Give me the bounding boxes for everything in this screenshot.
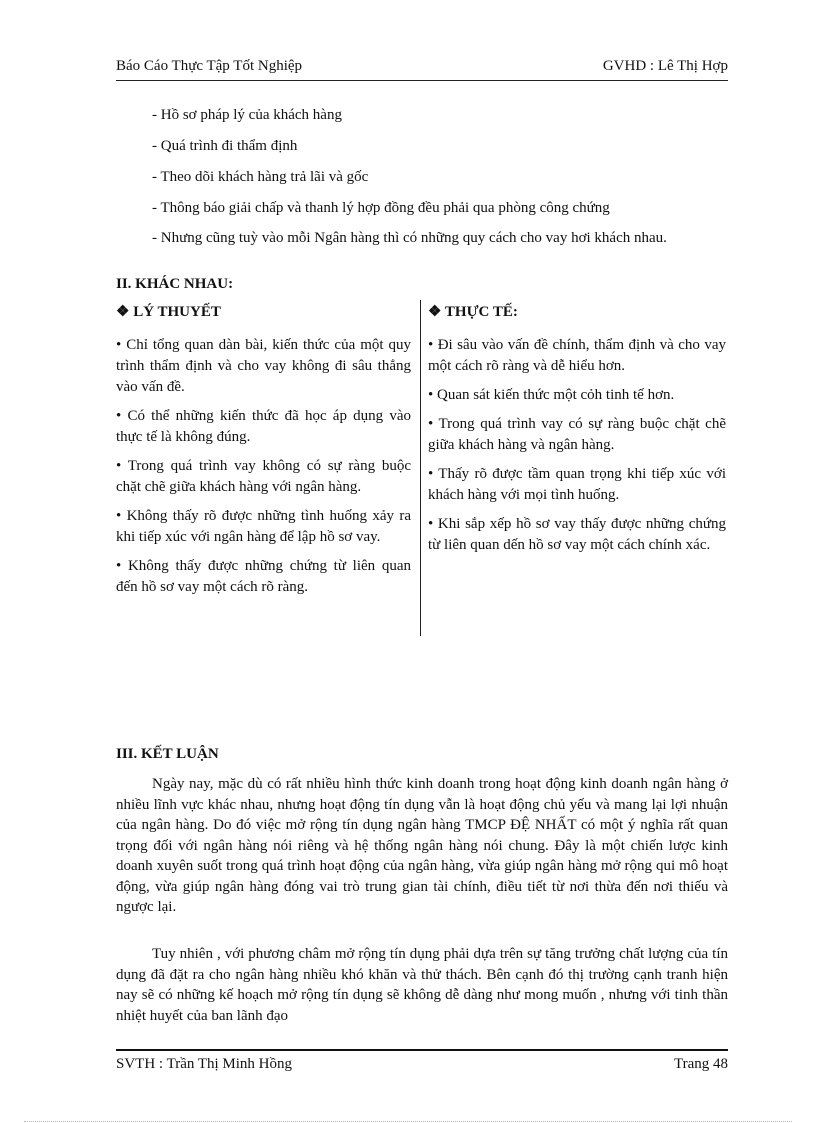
list-item: • Đi sâu vào vấn đề chính, thẩm định và cho vay một cách rõ ràng và dễ hiểu hơn.	[428, 337, 726, 374]
column-divider	[420, 300, 421, 636]
list-item: • Quan sát kiến thức một cỏh tinh tế hơn.	[428, 387, 675, 403]
section-title-conclusion: III. KẾT LUẬN	[116, 746, 219, 762]
conclusion-paragraph-2: Tuy nhiên , với phương châm mở rộng tín dụng phải dựa trên sự tăng trưởng chất lượng của tín dụng đã đặt ra cho ngân hàng nhiều khó khăn và thử thách. Bên cạnh đó thị trường cạnh tranh hiện nay sẽ có những kế hoạch mở rộng tín dụng sẽ không dễ dàng như mong muốn , nhưng với tinh thần nhiệt huyết của ban lãnh đạo	[116, 946, 728, 1024]
column-heading-practice: ❖ THỰC TẾ:	[428, 304, 518, 320]
column-practice	[428, 302, 726, 564]
list-item: • Không thấy rõ được những tình huống xảy ra khi tiếp xúc với ngân hàng để lập hồ sơ vay.	[116, 508, 411, 545]
page-number: Trang 48	[673, 1056, 728, 1072]
dash-list	[152, 104, 732, 228]
list-item: • Trong quá trình vay không có sự ràng buộc chặt chẽ giữa khách hàng với ngân hàng.	[116, 458, 411, 495]
list-item: - Thông báo giải chấp và thanh lý hợp đồng đều phải qua phòng công chứng	[152, 200, 610, 216]
footer-student: SVTH : Trần Thị Minh Hồng	[116, 1056, 293, 1072]
list-item: - Theo dõi khách hàng trả lãi và gốc	[152, 169, 369, 185]
list-item: • Khi sắp xếp hồ sơ vay thấy được những chứng từ liên quan dến hồ sơ vay một cách chính xác.	[428, 516, 726, 553]
list-item: • Có thể những kiến thức đã học áp dụng vào thực tế là không đúng.	[116, 408, 411, 445]
column-theory	[116, 302, 411, 606]
list-item: - Quá trình đi thẩm định	[152, 138, 298, 154]
list-item: • Không thấy được những chứng từ liên quan đến hồ sơ vay một cách rõ ràng.	[116, 558, 411, 595]
page-footer	[116, 1056, 728, 1078]
page-header	[116, 58, 728, 81]
list-item: - Hồ sơ pháp lý của khách hàng	[152, 107, 342, 123]
list-item: • Chỉ tổng quan dàn bài, kiến thức của một quy trình thẩm định và cho vay không đi sâu thẳng vào vấn đề.	[116, 337, 411, 395]
list-item: • Trong quá trình vay có sự ràng buộc chặt chẽ giữa khách hàng và ngân hàng.	[428, 416, 726, 453]
section-title-differences: II. KHÁC NHAU:	[116, 276, 234, 292]
conclusion-paragraph-1: Ngày nay, mặc dù có rất nhiều hình thức kinh doanh trong hoạt động kinh doanh ngân hàng ở nhiều lĩnh vực khác nhau, nhưng hoạt động tín dụng vẫn là hoạt động chủ yếu và mang lại lợi nhuận của ngân hàng. Do đó việc mở rộng tín dụng ngân hàng TMCP ĐỆ NHẤT có một ý nghĩa rất quan trọng đối với ngân hàng nói riêng và hệ thống ngân hàng nói chung. Đây là một chiến lược kinh doanh xuyên suốt trong quá trình hoạt động của ngân hàng, vừa giúp ngân hàng mở rộng qui mô hoạt động, vừa giúp ngân hàng đóng vai trò trung gian tài chính, điều tiết từ nơi thừa đến nơi thiếu và ngược lại.	[116, 776, 728, 915]
column-heading-theory: ❖ LÝ THUYẾT	[116, 304, 221, 320]
footer-rule	[116, 1049, 728, 1051]
header-supervisor: GVHD : Lê Thị Hợp	[602, 58, 728, 74]
paragraph-loan-conditions: - Nhưng cũng tuỳ vào mỗi Ngân hàng thì có những quy cách cho vay hơi khách nhau.	[152, 230, 667, 246]
list-item: • Thấy rõ được tầm quan trọng khi tiếp xúc với khách hàng với mọi tình huống.	[428, 466, 726, 503]
header-report-title: Báo Cáo Thực Tập Tốt Nghiệp	[116, 58, 303, 74]
